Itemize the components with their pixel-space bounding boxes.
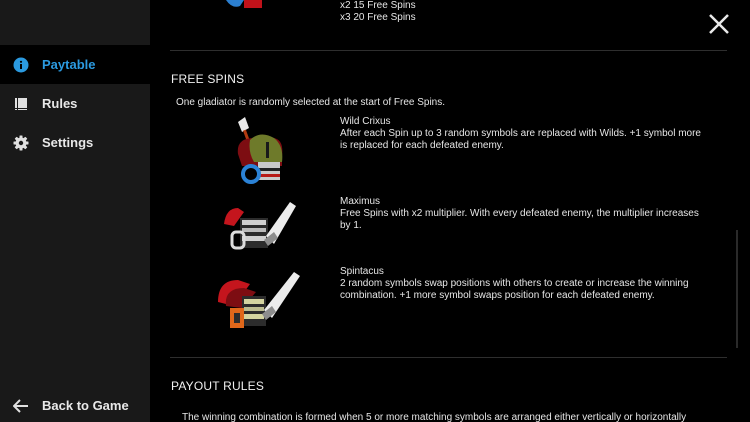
free-spins-intro: One gladiator is randomly selected at the start of Free Spins. bbox=[176, 97, 446, 108]
free-spins-count: x3 20 Free Spins bbox=[340, 12, 416, 23]
gladiator-description: 2 random symbols swap positions with others to create or increase the winning combination. +1 more symbol swaps position for each defeated enemy. bbox=[340, 278, 689, 301]
free-spins-count: x2 15 Free Spins bbox=[340, 0, 416, 11]
feature-spintacus bbox=[340, 266, 710, 302]
feature-wild-crixus bbox=[340, 116, 710, 152]
back-to-game-label: Back to Game bbox=[42, 398, 129, 413]
gladiator-description: After each Spin up to 3 random symbols are replaced with Wilds. +1 symbol more is replaced for each defeated enemy. bbox=[340, 128, 701, 151]
divider bbox=[170, 50, 727, 51]
back-to-game-button[interactable] bbox=[0, 386, 150, 422]
wild-crixus-icon bbox=[232, 116, 290, 188]
sidebar-item-rules[interactable] bbox=[0, 84, 150, 123]
free-spins-counts bbox=[340, 0, 416, 24]
shield-icon bbox=[222, 0, 266, 10]
payout-rules-text: The winning combination is formed when 5 or more matching symbols are arranged either vertically or horizontally bbox=[182, 412, 687, 422]
gladiator-name: Spintacus bbox=[340, 266, 384, 277]
arrow-left-icon bbox=[12, 397, 30, 415]
paytable-content[interactable] bbox=[150, 0, 750, 422]
sidebar-item-label: Paytable bbox=[42, 57, 96, 72]
sidebar bbox=[0, 0, 150, 422]
maximus-icon bbox=[222, 196, 300, 256]
section-title: FREE SPINS bbox=[171, 72, 245, 86]
gladiator-description: Free Spins with x2 multiplier. With every defeated enemy, the multiplier increases by 1. bbox=[340, 208, 699, 231]
scrollbar[interactable] bbox=[736, 230, 738, 348]
sidebar-item-label: Rules bbox=[42, 96, 78, 111]
spintacus-icon bbox=[216, 266, 302, 334]
sidebar-item-paytable[interactable] bbox=[0, 45, 150, 84]
gladiator-name: Wild Crixus bbox=[340, 116, 391, 127]
sidebar-item-label: Settings bbox=[42, 135, 94, 150]
book-icon bbox=[12, 95, 30, 113]
section-title: PAYOUT RULES bbox=[171, 379, 265, 393]
feature-maximus bbox=[340, 196, 710, 232]
divider bbox=[170, 357, 727, 358]
close-icon[interactable] bbox=[708, 13, 730, 35]
info-icon bbox=[12, 56, 30, 74]
sidebar-item-settings[interactable] bbox=[0, 123, 150, 162]
gladiator-name: Maximus bbox=[340, 196, 381, 207]
gear-icon bbox=[12, 134, 30, 152]
